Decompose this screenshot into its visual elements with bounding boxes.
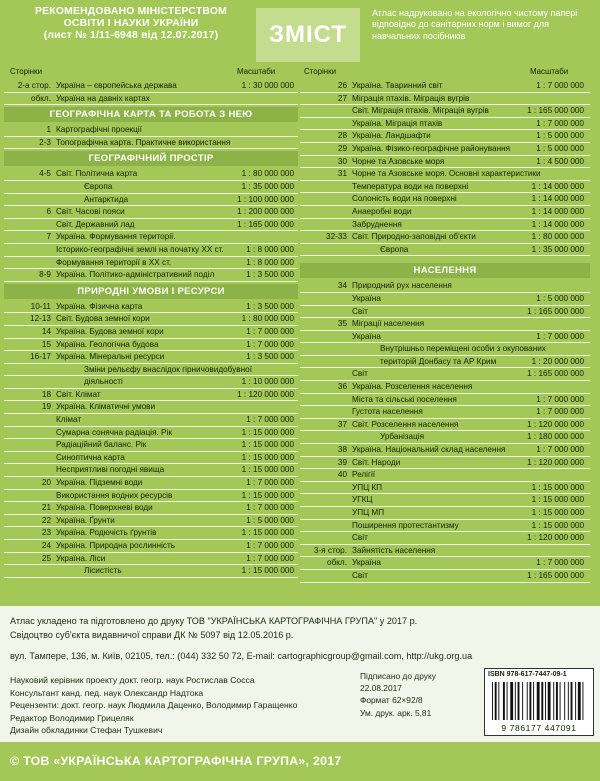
page-number: 2-а стор. [17, 81, 51, 90]
page-number: 36 [337, 382, 347, 392]
map-scale: 1 : 4 500 000 [536, 156, 584, 166]
toc-entry[interactable] [300, 368, 590, 381]
entry-title: УГКЦ [352, 495, 373, 505]
toc-entry[interactable] [300, 143, 590, 156]
page-number: 34 [337, 281, 347, 291]
entry-title: Світ. Природно-заповідні об'єкти [352, 232, 476, 242]
credit-line: Редактор Володимир Грицеляк [10, 712, 134, 723]
entry-title: Формування території в XX ст. [56, 257, 172, 267]
toc-entry[interactable] [4, 540, 298, 553]
section-heading: ГЕОГРАФІЧНИЙ ПРОСТІР [4, 151, 298, 166]
toc-entry[interactable] [300, 557, 590, 570]
page-number: 7 [46, 232, 51, 242]
credit-line: Науковий керівник проекту докт. геогр. наук Ростислав Сосса [10, 675, 255, 685]
info-line: Формат 62×92/8 [360, 695, 423, 706]
map-scale: 1 : 7 000 000 [246, 339, 294, 349]
entry-title: Україна [352, 558, 381, 568]
toc-entry[interactable] [4, 339, 298, 352]
page-number: 21 [41, 503, 51, 513]
entry-title: Урбанізація [380, 432, 425, 442]
toc-entry[interactable] [4, 124, 298, 137]
toc-entry[interactable] [4, 414, 298, 427]
map-scale: 1 : 15 000 000 [241, 427, 294, 437]
toc-entry[interactable] [4, 452, 298, 465]
map-scale: 1 : 3 500 000 [246, 301, 294, 311]
map-scale: 1 : 120 000 000 [527, 533, 584, 543]
entry-title: Світ [352, 369, 368, 379]
toc-entry[interactable] [300, 130, 590, 143]
toc-entry[interactable] [300, 532, 590, 545]
page-number: 31 [337, 169, 347, 179]
page-number: 4-5 [39, 169, 51, 179]
entry-title: Світ. Народи [352, 457, 401, 467]
entry-title: Україна. Геологічна будова [56, 339, 159, 349]
address-line: вул. Тампере, 136, м. Київ, 02105, тел.: (044) 332 50 72, E-mail: cartographicgroup@gmail.com, http://ukg.org.ua [10, 651, 473, 661]
entry-title: Україна. Підземні води [56, 478, 143, 488]
page-number: 37 [337, 419, 347, 429]
entry-title: Клімат [56, 415, 82, 425]
entry-title: Температура води на поверхні [352, 181, 469, 191]
page-number: 16-17 [30, 352, 51, 362]
map-scale: 1 : 15 000 000 [241, 440, 294, 450]
entry-title: Україна. Будова земної кори [56, 326, 164, 336]
page-number: 2-3 [39, 137, 51, 147]
toc-entry[interactable] [300, 193, 590, 206]
map-scale: 1 : 15 000 000 [241, 465, 294, 475]
column-header [4, 64, 298, 80]
map-scale: 1 : 7 000 000 [536, 558, 584, 568]
entry-title: Природний рух населення [352, 281, 452, 291]
entry-title: Україна. Фізична карта [56, 301, 143, 311]
entry-title: Релігії [352, 470, 376, 480]
entry-title: Україна. Формування території. [56, 232, 176, 242]
isbn-digits: 9 786177 447091 [501, 723, 577, 733]
toc-entry[interactable] [4, 244, 298, 257]
entry-title: Світ. Політична карта [56, 169, 138, 179]
toc-entry[interactable] [4, 194, 298, 207]
isbn-label: ISBN 978-617-7447-09-1 [488, 671, 567, 678]
pages-header: Сторінки [10, 67, 42, 76]
toc-entry[interactable] [4, 137, 298, 150]
entry-title: Україна. Поверхневі води [56, 503, 153, 513]
map-scale: 1 : 7 000 000 [246, 553, 294, 563]
entry-title: Міста та сільські поселення [352, 394, 457, 404]
toc-right-list [300, 80, 590, 583]
entry-title: Світ [352, 306, 368, 316]
entry-title: Забруднення [352, 219, 402, 229]
entry-title: Зайнятість населення [352, 545, 436, 555]
scales-header: Масштаби [237, 67, 276, 76]
section-heading: ПРИРОДНІ УМОВИ І РЕСУРСИ [4, 284, 298, 299]
entry-title: Світ. Клімат [56, 389, 101, 399]
toc-entry[interactable] [4, 181, 298, 194]
section-heading: НАСЕЛЕННЯ [300, 263, 590, 278]
map-scale: 1 : 165 000 000 [527, 306, 584, 316]
map-scale: 1 : 10 000 000 [241, 377, 294, 387]
toc-entry[interactable] [300, 105, 590, 118]
toc-entry[interactable] [300, 419, 590, 432]
toc-entry[interactable] [4, 219, 298, 232]
map-scale: 1 : 7 000 000 [246, 503, 294, 513]
toc-entry[interactable] [300, 482, 590, 495]
toc-entry[interactable] [4, 376, 298, 389]
approval-line-3: (лист № 1/11-6948 від 12.07.2017) [43, 30, 219, 42]
entry-title: Міграції населення [352, 319, 425, 329]
map-scale: 1 : 5 000 000 [246, 515, 294, 525]
scales-header: Масштаби [530, 67, 569, 76]
entry-title: Україна. Фізико-географічне районування [352, 143, 511, 153]
toc-entry[interactable] [4, 257, 298, 270]
entry-title: Чорне та Азовське моря [352, 156, 445, 166]
toc-entry[interactable] [300, 118, 590, 131]
page-number: 26 [337, 81, 347, 90]
approval-text [8, 6, 254, 43]
entry-title: Європа [380, 244, 409, 254]
page-number: 29 [337, 143, 347, 153]
map-scale: 1 : 35 000 000 [531, 244, 584, 254]
credits [10, 674, 297, 737]
page-number: 35 [337, 319, 347, 329]
page-number: 27 [337, 93, 347, 103]
page-number: обкл. [327, 558, 347, 568]
entry-title: територій Донбасу та АР Крим [380, 356, 497, 366]
toc-entry[interactable] [300, 231, 590, 244]
entry-title: Лісистість [84, 566, 122, 576]
info-line: Ум. друк. арк. 5,81 [360, 707, 432, 718]
entry-title: УПЦ КП [352, 482, 383, 492]
page-number: 14 [41, 326, 51, 336]
toc-entry[interactable] [300, 444, 590, 457]
toc-entry[interactable] [4, 515, 298, 528]
map-scale: 1 : 35 000 000 [241, 181, 294, 191]
entry-title: Історико-географічні землі на початку XX ст. [56, 244, 224, 254]
entry-title: Світ. Будова земної кори [56, 314, 150, 324]
map-scale: 1 : 165 000 000 [527, 106, 584, 116]
entry-title: Світ. Часові пояси [56, 207, 125, 217]
entry-title: Чорне та Азовське моря. Основні характеристики [352, 169, 541, 179]
print-info [360, 670, 436, 719]
entry-title: Україна. Розселення населення [352, 382, 473, 392]
toc-left-list [4, 80, 298, 578]
entry-title: Поширення протестантизму [352, 520, 459, 530]
isbn-barcode [484, 668, 594, 736]
map-scale: 1 : 80 000 000 [241, 169, 294, 179]
toc-entry[interactable] [300, 431, 590, 444]
toc-entry[interactable] [4, 401, 298, 414]
toc-entry[interactable] [300, 331, 590, 344]
toc-entry[interactable] [4, 206, 298, 219]
map-scale: 1 : 30 000 000 [241, 81, 294, 90]
toc-entry[interactable] [300, 381, 590, 394]
page-number: 22 [41, 515, 51, 525]
map-scale: 1 : 7 000 000 [536, 331, 584, 341]
toc-entry[interactable] [300, 156, 590, 169]
toc-entry[interactable] [300, 343, 590, 356]
page-number: 3-я стор. [313, 545, 347, 555]
toc-entry[interactable] [300, 206, 590, 219]
toc-entry[interactable] [300, 244, 590, 257]
map-scale: 1 : 3 500 000 [246, 270, 294, 280]
credit-line: Дизайн обкладинки Стефан Тушкевич [10, 725, 163, 736]
toc-entry[interactable] [4, 313, 298, 326]
page-number: 12-13 [30, 314, 51, 324]
entry-title: Україна. Ліси [56, 553, 106, 563]
entry-title: Україна. Національний склад населення [352, 445, 506, 455]
map-scale: 1 : 80 000 000 [531, 232, 584, 242]
entry-title: Україна. Політико-адміністративний поділ [56, 270, 215, 280]
entry-title: Радіаційний баланс. Рік [56, 440, 147, 450]
page-number: 1 [46, 125, 51, 135]
map-scale: 1 : 7 000 000 [536, 394, 584, 404]
map-scale: 1 : 7 000 000 [536, 445, 584, 455]
imprint-line: Свідоцтво суб'єкта видавничої справи ДК № 5097 від 12.05.2016 р. [10, 630, 294, 640]
entry-title: Несприятливі погодні явища [56, 465, 165, 475]
toc-entry[interactable] [4, 364, 298, 377]
entry-title: Зміни рельєфу внаслідок гірничовидобувної [84, 364, 252, 374]
map-scale: 1 : 5 000 000 [536, 293, 584, 303]
page-number: обкл. [31, 93, 51, 103]
credit-line: Консультант канд. пед. наук Олександр Надтока [10, 687, 204, 698]
entry-title: Антарктида [84, 194, 129, 204]
entry-title: Міграція птахів. Міграція вугрів [352, 93, 470, 103]
map-scale: 1 : 5 000 000 [536, 131, 584, 141]
credit-line: Рецензенти: докт. геогр. наук Людмила Даценко, Володимир Гаращенко [10, 700, 298, 711]
page-number: 6 [46, 207, 51, 217]
entry-title: Внутрішньо переміщені особи з окупованих [380, 344, 546, 354]
map-scale: 1 : 200 000 000 [237, 207, 294, 217]
map-scale: 1 : 14 000 000 [531, 194, 584, 204]
entry-title: Сумарна сонячна радіація. Рік [56, 427, 172, 437]
page-number: 19 [41, 402, 51, 412]
map-scale: 1 : 15 000 000 [531, 520, 584, 530]
toc-entry[interactable] [300, 219, 590, 232]
map-scale: 1 : 7 000 000 [246, 415, 294, 425]
entry-title: Україна [352, 331, 381, 341]
map-scale: 1 : 8 000 000 [246, 244, 294, 254]
map-scale: 1 : 7 000 000 [536, 118, 584, 128]
page-number: 15 [41, 339, 51, 349]
toc-entry[interactable] [4, 553, 298, 566]
toc-entry[interactable] [300, 469, 590, 482]
map-scale: 1 : 165 000 000 [527, 369, 584, 379]
toc-entry[interactable] [300, 406, 590, 419]
entry-title: Синоптична карта [56, 452, 125, 462]
entry-title: Анаеробні води [352, 206, 412, 216]
toc-entry[interactable] [4, 502, 298, 515]
map-scale: 1 : 80 000 000 [241, 314, 294, 324]
toc-entry[interactable] [300, 280, 590, 293]
page-number: 30 [337, 156, 347, 166]
toc-left-column [4, 64, 298, 578]
page-number: 32-33 [326, 232, 347, 242]
toc-entry[interactable] [300, 394, 590, 407]
entry-title: Україна. Кліматичні умови [56, 402, 156, 412]
map-scale: 1 : 14 000 000 [531, 206, 584, 216]
toc-entry[interactable] [300, 293, 590, 306]
map-scale: 1 : 7 000 000 [246, 478, 294, 488]
toc-entry[interactable] [300, 356, 590, 369]
toc-entry[interactable] [300, 494, 590, 507]
toc-entry[interactable] [300, 318, 590, 331]
toc-entry[interactable] [300, 520, 590, 533]
toc-entry[interactable] [4, 351, 298, 364]
toc-entry[interactable] [4, 527, 298, 540]
toc-entry[interactable] [300, 457, 590, 470]
entry-title: Європа [84, 181, 113, 191]
map-scale: 1 : 7 000 000 [536, 81, 584, 90]
toc-entry[interactable] [4, 464, 298, 477]
page-number: 23 [41, 528, 51, 538]
toc-entry[interactable] [4, 565, 298, 578]
map-scale: 1 : 14 000 000 [531, 181, 584, 191]
toc-entry[interactable] [4, 80, 298, 93]
entry-title: Світ [352, 570, 368, 580]
entry-title: Густота населення [352, 407, 423, 417]
toc-entry[interactable] [4, 301, 298, 314]
approval-line-2: ОСВІТИ І НАУКИ УКРАЇНИ [63, 18, 199, 30]
page-number: 40 [337, 470, 347, 480]
page-number: 18 [41, 389, 51, 399]
entry-title: Україна – європейська держава [56, 81, 177, 90]
column-header [300, 64, 590, 80]
page-number: 20 [41, 478, 51, 488]
toc-right-column [300, 64, 590, 583]
map-scale: 1 : 15 000 000 [531, 495, 584, 505]
approval-line-1: РЕКОМЕНДОВАНО МІНІСТЕРСТВОМ [35, 6, 227, 17]
map-scale: 1 : 100 000 000 [237, 194, 294, 204]
toc-entry[interactable] [300, 80, 590, 93]
entry-title: Світ [352, 533, 368, 543]
pages-header: Сторінки [304, 67, 336, 76]
toc-entry[interactable] [4, 93, 298, 106]
toc-entry[interactable] [300, 181, 590, 194]
toc-entry[interactable] [300, 545, 590, 558]
entry-title: Світ. Державний лад [56, 219, 135, 229]
entry-title: Україна. Ландшафти [352, 131, 431, 141]
toc-entry[interactable] [4, 326, 298, 339]
spacer [300, 256, 590, 261]
toc-entry[interactable] [4, 168, 298, 181]
info-line: 22.08.2017 [360, 683, 402, 694]
map-scale: 1 : 3 500 000 [246, 352, 294, 362]
entry-title: Солоність води на поверхні [352, 194, 457, 204]
page-number: 25 [41, 553, 51, 563]
page-number: 8-9 [39, 270, 51, 280]
entry-title: Світ. Розселення населення [352, 419, 459, 429]
map-scale: 1 : 15 000 000 [531, 508, 584, 517]
map-scale: 1 : 180 000 000 [527, 432, 584, 442]
map-scale: 1 : 15 000 000 [241, 490, 294, 500]
barcode-icon [491, 682, 587, 720]
entry-title: Україна. Родючість ґрунтів [56, 528, 157, 538]
page-number: 38 [337, 445, 347, 455]
map-scale: 1 : 7 000 000 [246, 326, 294, 336]
toc-entry[interactable] [4, 490, 298, 503]
toc-entry[interactable] [4, 439, 298, 452]
map-scale: 1 : 20 000 000 [531, 356, 584, 366]
toc-entry[interactable] [4, 427, 298, 440]
map-scale: 1 : 15 000 000 [241, 528, 294, 538]
page-number: 28 [337, 131, 347, 141]
map-scale: 1 : 120 000 000 [237, 389, 294, 399]
toc-entry[interactable] [300, 507, 590, 520]
toc-entry[interactable] [300, 168, 590, 181]
map-scale: 1 : 15 000 000 [241, 452, 294, 462]
map-scale: 1 : 7 000 000 [246, 541, 294, 550]
toc-entry[interactable] [300, 306, 590, 319]
map-scale: 1 : 7 000 000 [536, 407, 584, 417]
page-number: 24 [41, 541, 51, 550]
toc-entry[interactable] [300, 93, 590, 106]
section-heading: ГЕОГРАФІЧНА КАРТА ТА РОБОТА З НЕЮ [4, 107, 298, 122]
map-scale: 1 : 14 000 000 [531, 219, 584, 229]
copyright-bar: © ТОВ «УКРАЇНСЬКА КАРТОГРАФІЧНА ГРУПА», 2017 [0, 742, 600, 781]
map-scale: 1 : 165 000 000 [527, 570, 584, 580]
entry-title: Україна. Природна рослинність [56, 541, 176, 550]
map-scale: 1 : 5 000 000 [536, 143, 584, 153]
imprint-line: Атлас укладено та підготовлено до друку ТОВ "УКРАЇНСЬКА КАРТОГРАФІЧНА ГРУПА" у 2017 р. [10, 616, 418, 626]
entry-title: Україна. Ґрунти [56, 515, 115, 525]
entry-title: Використання водних ресурсів [56, 490, 173, 500]
entry-title: Україна. Міграція птахів [352, 118, 443, 128]
eco-note: Атлас надруковано на екологічно чистому папері відповідно до санітарних норм і вимог для навчальних посібників [372, 8, 578, 41]
map-scale: 1 : 165 000 000 [237, 219, 294, 229]
entry-title: УПЦ МП [352, 508, 385, 517]
toc-entry[interactable] [4, 389, 298, 402]
map-scale: 1 : 120 000 000 [527, 419, 584, 429]
info-line: Підписано до друку [360, 671, 436, 681]
toc-entry[interactable] [4, 269, 298, 282]
map-scale: 1 : 120 000 000 [527, 457, 584, 467]
entry-title: Світ. Міграція птахів. Міграція вугрів [352, 106, 489, 116]
entry-title: Україна на давніх картах [56, 93, 150, 103]
entry-title: Україна. Тваринний світ [352, 81, 443, 90]
map-scale: 1 : 8 000 000 [246, 257, 294, 267]
entry-title: Україна. Мінеральні ресурси [56, 352, 165, 362]
toc-entry[interactable] [4, 231, 298, 244]
page-number: 39 [337, 457, 347, 467]
toc-entry[interactable] [300, 570, 590, 583]
map-scale: 1 : 15 000 000 [241, 566, 294, 576]
map-scale: 1 : 15 000 000 [531, 482, 584, 492]
toc-entry[interactable] [4, 477, 298, 490]
entry-title: Топографічна карта. Практичне використання [56, 137, 231, 147]
entry-title: діяльності [84, 377, 123, 387]
page-number: 10-11 [30, 301, 51, 311]
page-title: ЗМІСТ [256, 8, 360, 62]
entry-title: Картографічні проекції [56, 125, 142, 135]
entry-title: Україна [352, 293, 381, 303]
